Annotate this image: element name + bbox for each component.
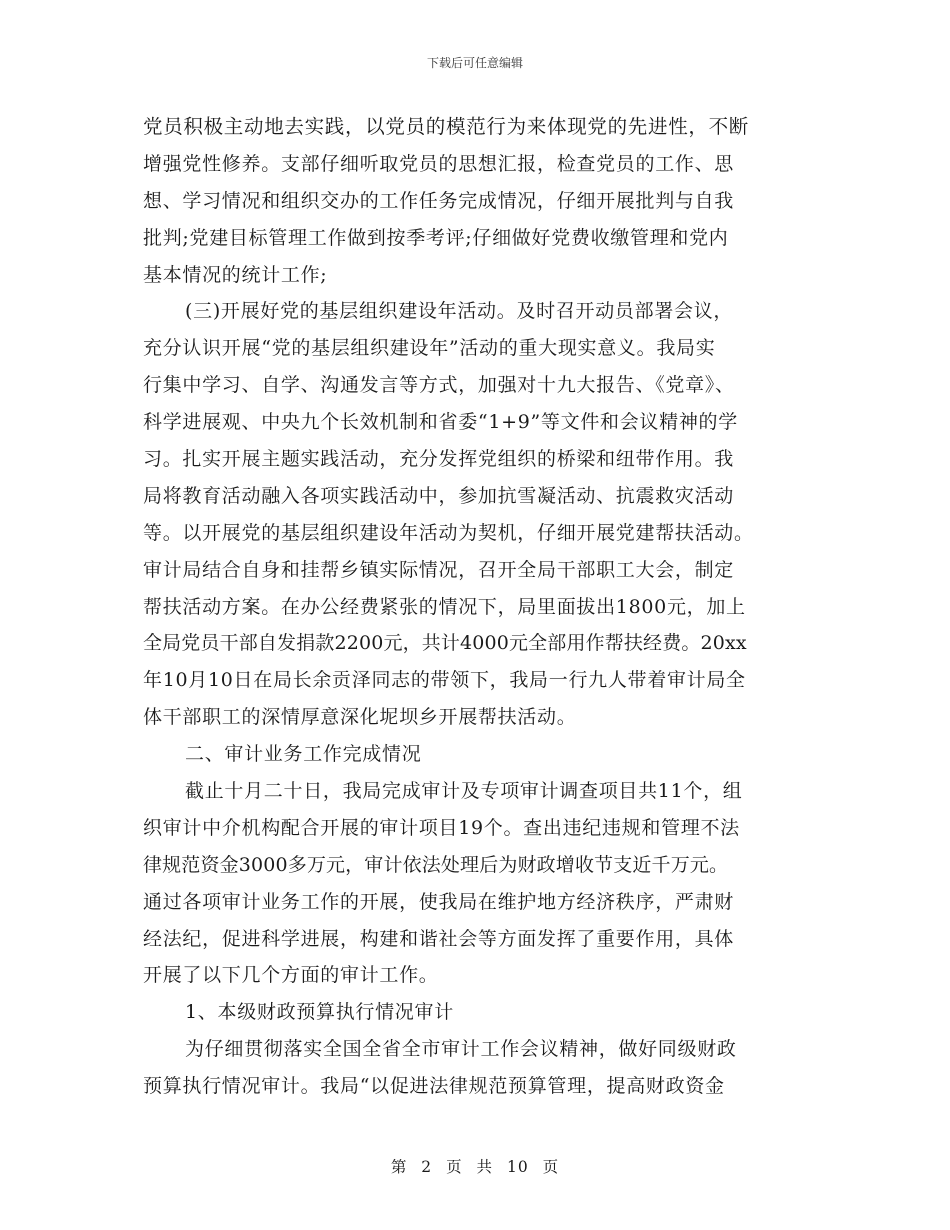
text-line: 增强党性修养。支部仔细听取党员的思想汇报，检查党员的工作、思 [143, 152, 735, 175]
text-line: 经法纪，促进科学进展，构建和谐社会等方面发挥了重要作用，具体 [143, 927, 735, 950]
text-line: 科学进展观、中央九个长效机制和省委“1+9”等文件和会议精神的学 [143, 411, 738, 434]
page-label: 第 [390, 1158, 408, 1176]
text-line: 审计局结合自身和挂帮乡镇实际情况，召开全局干部职工大会，制定 [143, 558, 735, 581]
text-line: 体干部职工的深情厚意深化坭坝乡开展帮扶活动。 [143, 706, 577, 729]
text-line: 习。扎实开展主题实践活动，充分发挥党组织的桥梁和纽带作用。我 [143, 448, 735, 471]
text-line: 充分认识开展“党的基层组织建设年”活动的重大现实意义。我局实 [143, 337, 716, 360]
text-line: 二、审计业务工作完成情况 [185, 743, 422, 766]
text-line: 通过各项审计业务工作的开展，使我局在维护地方经济秩序，严肃财 [143, 890, 735, 913]
current-page-number: 2 [421, 1158, 433, 1176]
total-pages-number: 10 [506, 1158, 529, 1176]
page-unit-label-2: 页 [542, 1158, 560, 1176]
text-line: 等。以开展党的基层组织建设年活动为契机，仔细开展党建帮扶活动。 [143, 521, 754, 544]
text-line: 1、本级财政预算执行情况审计 [185, 1001, 454, 1024]
text-line: 截止十月二十日，我局完成审计及专项审计调查项目共11个，组 [185, 780, 743, 803]
text-line: 帮扶活动方案。在办公经费紧张的情况下，局里面拔出1800元，加上 [143, 595, 746, 618]
text-line: 批判;党建目标管理工作做到按季考评;仔细做好党费收缴管理和党内 [143, 226, 729, 249]
text-line: (三)开展好党的基层组织建设年活动。及时召开动员部署会议， [185, 300, 734, 323]
text-line: 年10月10日在局长余贡泽同志的带领下，我局一行九人带着审计局全 [143, 669, 746, 692]
text-line: 基本情况的统计工作; [143, 263, 328, 286]
text-line: 全局党员干部自发捐款2200元，共计4000元全部用作帮扶经费。20xx [143, 632, 747, 655]
text-line: 局将教育活动融入各项实践活动中，参加抗雪凝活动、抗震救灾活动 [143, 484, 735, 507]
text-line: 律规范资金3000多万元，审计依法处理后为财政增收节支近千万元。 [143, 853, 729, 876]
total-label: 共 [476, 1158, 494, 1176]
text-line: 开展了以下几个方面的审计工作。 [143, 964, 439, 987]
page-header: 下载后可任意编辑 [426, 56, 523, 70]
text-line: 预算执行情况审计。我局“以促进法律规范预算管理，提高财政资金 [143, 1075, 725, 1098]
page-unit-label: 页 [446, 1158, 463, 1176]
text-line: 党员积极主动地去实践，以党员的模范行为来体现党的先进性，不断 [143, 115, 750, 138]
text-line: 行集中学习、自学、沟通发言等方式，加强对十九大报告、《党章》、 [143, 374, 735, 397]
text-line: 为仔细贯彻落实全国全省全市审计工作会议精神，做好同级财政 [185, 1038, 737, 1061]
page-footer [0, 1155, 950, 1177]
text-line: 想、学习情况和组织交办的工作任务完成情况，仔细开展批判与自我 [143, 189, 735, 212]
document-body [143, 109, 810, 1105]
text-line: 织审计中介机构配合开展的审计项目19个。查出违纪违规和管理不法 [143, 816, 740, 839]
